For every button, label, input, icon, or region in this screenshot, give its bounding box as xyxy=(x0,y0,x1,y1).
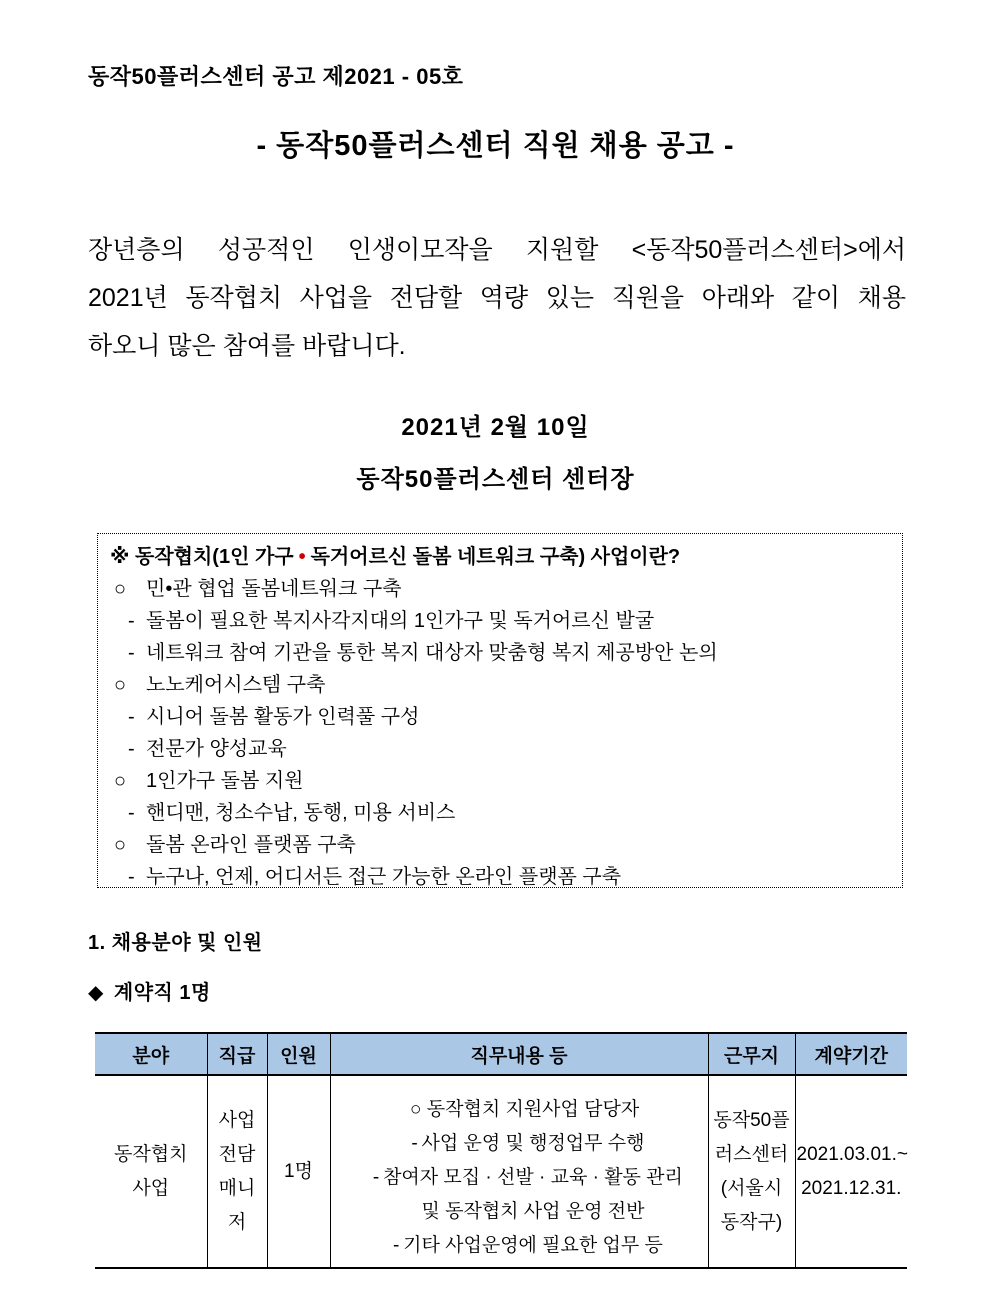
intro-line: 장년층의 성공적인 인생이모작을 지원할 <동작50플러스센터>에서 xyxy=(88,236,906,264)
cell-field-line: 사업 xyxy=(132,1177,170,1199)
page-title: - 동작50플러스센터 직원 채용 공고 - xyxy=(256,130,735,162)
cell-duties xyxy=(330,1075,708,1268)
info-box-title-prefix: ※ 동작협치(1인 가구 xyxy=(110,546,294,568)
info-box-line xyxy=(110,797,890,829)
info-box-line xyxy=(110,861,890,893)
cell-grade-line: 사업 xyxy=(218,1109,256,1131)
info-box-line-text: 1인가구 돌봄 지원 xyxy=(146,770,304,792)
info-box-line-text: 노노케어시스템 구축 xyxy=(146,674,326,696)
duty-line xyxy=(339,1161,702,1195)
header-workplace: 근무지 xyxy=(708,1033,795,1075)
cell-grade-line: 전담 xyxy=(218,1143,256,1165)
contract-subtitle-text: 계약직 1명 xyxy=(113,982,211,1004)
cell-field xyxy=(95,1075,207,1268)
circle-bullet-icon: ○ xyxy=(410,1098,422,1120)
diamond-bullet-icon: ◆ xyxy=(88,982,104,1004)
dash-bullet-icon: - xyxy=(128,610,135,632)
dash-bullet-icon: - xyxy=(128,642,135,664)
dash-bullet-icon: - xyxy=(128,802,135,824)
duty-text: 사업 운영 및 행정업무 수행 xyxy=(421,1132,645,1154)
duty-text: 참여자 모집 · 선발 · 교육 · 활동 관리 xyxy=(383,1166,683,1188)
info-box-line xyxy=(110,829,890,861)
intro-line: 하오니 많은 참여를 바랍니다. xyxy=(88,332,406,360)
cell-field-line: 동작협치 xyxy=(114,1143,188,1165)
info-box-line xyxy=(110,669,890,701)
header-grade: 직급 xyxy=(207,1033,267,1075)
cell-workplace xyxy=(708,1075,795,1268)
dash-bullet-icon: - xyxy=(128,738,135,760)
duty-text: 동작협치 지원사업 담당자 xyxy=(426,1098,640,1120)
cell-grade-line: 매니 xyxy=(218,1177,256,1199)
cell-period-line: 2021.03.01.~ xyxy=(796,1143,908,1165)
intro-line: 2021년 동작협치 사업을 전담할 역량 있는 직원을 아래와 같이 채용 xyxy=(88,284,906,312)
cell-workplace-line: 러스센터 xyxy=(714,1143,789,1165)
cell-grade xyxy=(207,1075,267,1268)
cell-workplace-line: 동작구) xyxy=(720,1211,783,1233)
info-box-line-text: 민•관 협업 돌봄네트워크 구축 xyxy=(146,578,402,600)
cell-period xyxy=(795,1075,907,1268)
duty-line xyxy=(339,1229,702,1263)
info-box-line-text: 시니어 돌봄 활동가 인력풀 구성 xyxy=(146,706,420,728)
cell-grade-line: 저 xyxy=(227,1211,247,1233)
duty-text: 및 동작협치 사업 운영 전반 xyxy=(421,1200,645,1222)
circle-bullet-icon: ○ xyxy=(114,834,127,856)
header-duties: 직무내용 등 xyxy=(330,1033,708,1075)
duty-text: 기타 사업운영에 필요한 업무 등 xyxy=(403,1234,663,1256)
recruitment-table xyxy=(95,1032,907,1269)
duty-line xyxy=(339,1195,702,1229)
announcement-date: 2021년 2월 10일 xyxy=(401,414,590,441)
info-box-line xyxy=(110,733,890,765)
table-header-row xyxy=(95,1033,907,1075)
red-dot-icon: • xyxy=(298,546,306,568)
info-box-line xyxy=(110,605,890,637)
header-headcount: 인원 xyxy=(267,1033,330,1075)
section-title: 1. 채용분야 및 인원 xyxy=(88,932,263,954)
signer-title: 동작50플러스센터 센터장 xyxy=(356,466,635,493)
intro-paragraph xyxy=(88,226,906,370)
info-box-line-text: 돌봄 온라인 플랫폼 구축 xyxy=(146,834,356,856)
dash-bullet-icon: - xyxy=(392,1234,400,1256)
contract-subtitle xyxy=(88,976,211,1005)
info-box xyxy=(97,533,903,888)
info-box-line xyxy=(110,701,890,733)
duty-line xyxy=(339,1093,702,1127)
dash-bullet-icon: - xyxy=(128,866,135,888)
header-period: 계약기간 xyxy=(795,1033,907,1075)
info-box-line-text: 네트워크 참여 기관을 통한 복지 대상자 맞춤형 복지 제공방안 논의 xyxy=(146,642,718,664)
dash-bullet-icon: - xyxy=(411,1132,418,1154)
info-box-line-text: 누구나, 언제, 어디서든 접근 가능한 온라인 플랫폼 구축 xyxy=(146,866,622,888)
circle-bullet-icon: ○ xyxy=(114,578,127,600)
circle-bullet-icon: ○ xyxy=(114,770,127,792)
cell-workplace-line: 동작50플 xyxy=(713,1109,790,1131)
info-box-line-text: 돌봄이 필요한 복지사각지대의 1인가구 및 독거어르신 발굴 xyxy=(146,610,655,632)
table-row xyxy=(95,1075,907,1268)
doc-number: 동작50플러스센터 공고 제2021 - 05호 xyxy=(88,64,464,89)
info-box-title-suffix: 독거어르신 돌봄 네트워크 구축) 사업이란? xyxy=(310,546,681,568)
duty-line xyxy=(339,1127,702,1161)
circle-bullet-icon: ○ xyxy=(114,674,127,696)
info-box-line xyxy=(110,573,890,605)
cell-headcount: 1명 xyxy=(267,1075,330,1268)
dash-bullet-icon: - xyxy=(372,1166,380,1188)
cell-period-line: 2021.12.31. xyxy=(801,1177,902,1199)
info-box-line-text: 전문가 양성교육 xyxy=(146,738,287,760)
info-box-line xyxy=(110,637,890,669)
header-field: 분야 xyxy=(95,1033,207,1075)
dash-bullet-icon: - xyxy=(128,706,135,728)
info-box-title xyxy=(110,541,890,573)
cell-workplace-line: (서울시 xyxy=(720,1177,783,1199)
info-box-line xyxy=(110,765,890,797)
info-box-line-text: 핸디맨, 청소수납, 동행, 미용 서비스 xyxy=(146,802,456,824)
